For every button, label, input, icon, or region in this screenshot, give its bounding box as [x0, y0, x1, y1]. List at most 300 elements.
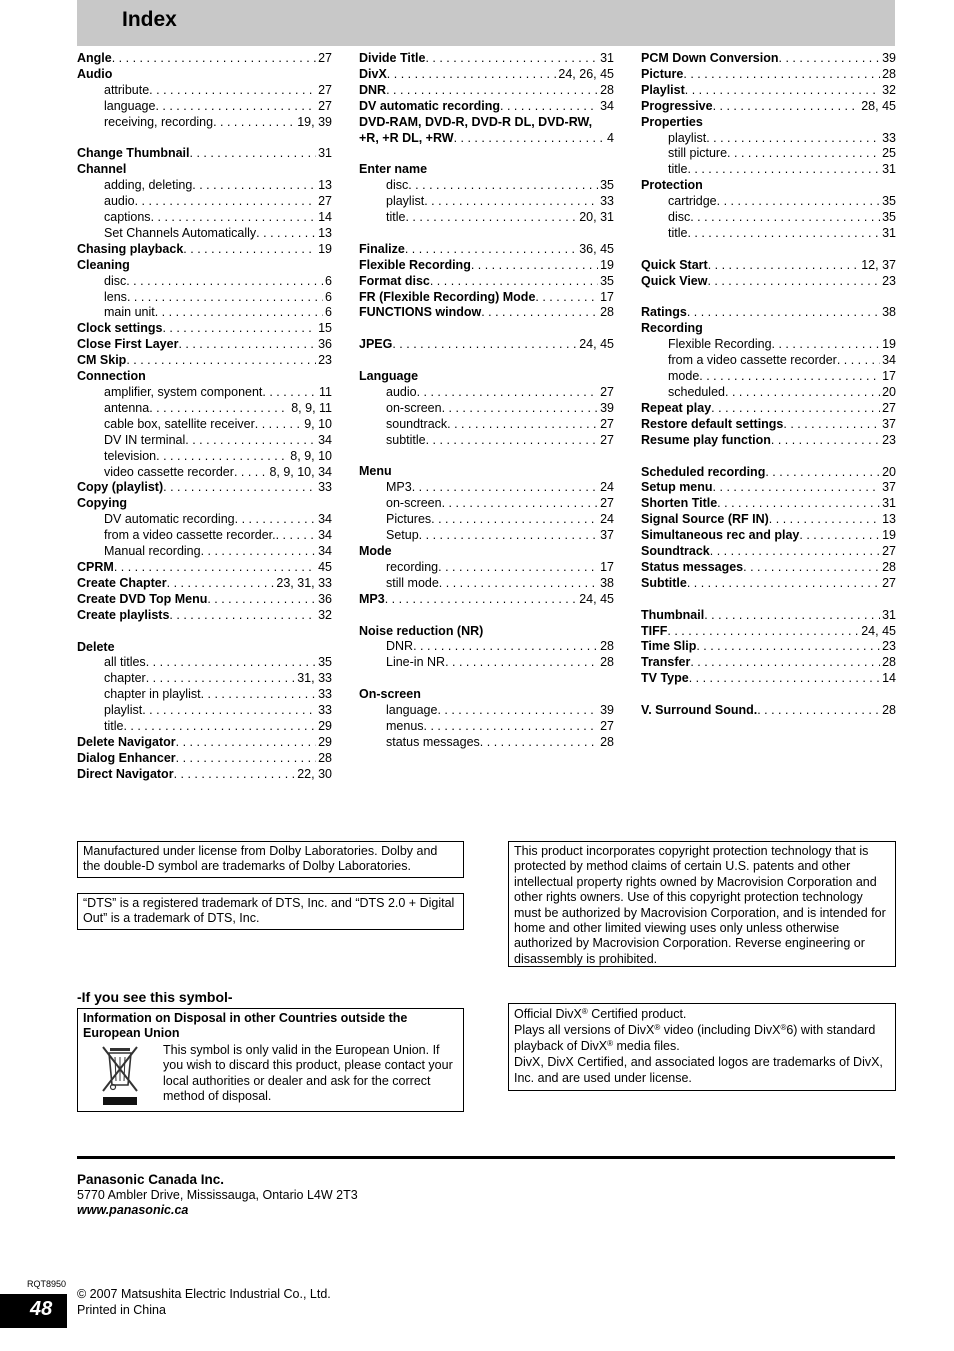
spacer: [359, 146, 614, 162]
dot-leader: [690, 655, 880, 671]
dot-leader: [426, 433, 598, 449]
index-subentry: [641, 337, 896, 353]
index-entry: [641, 433, 896, 449]
entry-pages: 23: [882, 432, 896, 447]
dot-leader: [183, 242, 316, 258]
dot-leader: [431, 512, 598, 528]
entry-pages: 23: [882, 273, 896, 288]
entry-term: V. Surround Sound.: [641, 703, 758, 718]
entry-term: disc: [104, 273, 127, 288]
index-subentry: [359, 496, 614, 512]
entry-term: disc: [386, 178, 409, 193]
macrovision-notice: [508, 841, 896, 967]
entry-term: DivX: [359, 66, 387, 81]
entry-term: video cassette recorder: [104, 464, 234, 479]
company-url[interactable]: www.panasonic.ca: [77, 1203, 189, 1218]
entry-term: Simultaneous rec and play: [641, 528, 800, 543]
entry-term: captions: [104, 210, 151, 225]
dot-leader: [201, 687, 317, 703]
dot-leader: [408, 178, 598, 194]
footer-text: [77, 1287, 331, 1318]
dot-leader: [783, 417, 880, 433]
index-entry: [641, 624, 896, 640]
entry-pages: 14: [882, 671, 896, 686]
entry-term: Copy (playlist): [77, 480, 164, 495]
dot-leader: [276, 528, 316, 544]
entry-term: title: [104, 719, 124, 734]
entry-pages: 17: [882, 369, 896, 384]
index-subentry: [359, 433, 614, 449]
dot-leader: [424, 719, 599, 735]
entry-term: Line-in NR: [386, 655, 446, 670]
spacer: [641, 592, 896, 608]
index-entry: [77, 751, 332, 767]
index-subentry: [77, 719, 332, 735]
entry-term: playlist: [104, 703, 143, 718]
index-heading: Connection: [77, 369, 146, 384]
dot-leader: [481, 305, 598, 321]
printed-in: Printed in China: [77, 1302, 166, 1317]
entry-term: FR (Flexible Recording) Mode: [359, 289, 536, 304]
entry-pages: 35: [882, 194, 896, 209]
entry-term: Quick Start: [641, 257, 708, 272]
index-subentry: [77, 99, 332, 115]
dot-leader: [386, 83, 598, 99]
entry-term: Finalize: [359, 241, 405, 256]
entry-pages: 11: [319, 385, 332, 400]
entry-pages: 38: [600, 575, 614, 590]
index-entry: [359, 67, 614, 83]
dot-leader: [405, 210, 577, 226]
entry-term: audio: [104, 194, 135, 209]
entry-pages: 35: [600, 273, 614, 288]
index-entry: [641, 671, 896, 687]
entry-pages: 20, 31: [579, 210, 614, 225]
dot-leader: [425, 51, 598, 67]
index-entry: [641, 83, 896, 99]
entry-pages: 28: [318, 750, 332, 765]
entry-pages: 19, 39: [297, 114, 332, 129]
entry-term: title: [668, 162, 688, 177]
index-entry: [77, 353, 332, 369]
entry-term: mode: [668, 369, 700, 384]
dot-leader: [687, 305, 880, 321]
index-heading: Noise reduction (NR): [359, 623, 484, 638]
index-entry: [641, 417, 896, 433]
index-entry: [77, 576, 332, 592]
entry-term: Quick View: [641, 273, 708, 288]
entry-term: cartridge: [668, 194, 717, 209]
dot-leader: [123, 719, 316, 735]
dot-leader: [683, 67, 880, 83]
entry-term: Setup: [386, 528, 419, 543]
dot-leader: [162, 321, 316, 337]
dot-leader: [405, 242, 577, 258]
index-subentry: [77, 687, 332, 703]
index-heading: Language: [359, 369, 419, 384]
entry-term: Subtitle: [641, 575, 687, 590]
entry-pages: 31: [600, 51, 614, 65]
entry-term: Create DVD Top Menu: [77, 591, 208, 606]
index-entry: [359, 242, 614, 258]
entry-term: Resume play function: [641, 432, 771, 447]
index-subentry: [359, 178, 614, 194]
index-heading: Copying: [77, 496, 127, 511]
entry-term: TIFF: [641, 623, 668, 638]
dolby-notice-text: Manufactured under license from Dolby Laboratories. Dolby and the double-D symbol are trademarks of Dolby Laboratories.: [83, 844, 438, 874]
index-entry: [359, 592, 614, 608]
dot-leader: [837, 353, 880, 369]
divx-line-3: DivX, DivX Certified, and associated logos are trademarks of DivX, Inc. and are used under license.: [514, 1055, 883, 1085]
entry-pages: 19: [318, 241, 332, 256]
entry-term: television: [104, 448, 157, 463]
index-subentry: [641, 194, 896, 210]
entry-pages: 39: [600, 400, 614, 415]
index-subentry: [77, 433, 332, 449]
index-subentry: [77, 449, 332, 465]
dot-leader: [439, 576, 598, 592]
index-entry: [359, 258, 614, 274]
entry-pages: 28: [882, 66, 896, 81]
dot-leader: [207, 592, 316, 608]
index-heading: Properties: [641, 114, 703, 129]
macrovision-notice-text: This product incorporates copyright protection technology that is protected by method claims of certain U.S. patents and other intellectual property rights owned by Macrovision Corporation and other rights owners. Use of this copyright protection technology must be authorized by Macrovision Corporation, and is intended for home and other limited viewing uses only unless otherwise authorized by Macrovision Corporation. Reverse engineering or disassembly is prohibited.: [514, 844, 886, 966]
index-entry: [641, 608, 896, 624]
dot-leader: [392, 337, 577, 353]
dot-leader: [387, 67, 557, 83]
entry-pages: 13: [318, 225, 332, 240]
dot-leader: [743, 560, 880, 576]
entry-pages: 23, 31, 33: [276, 575, 332, 590]
entry-pages: 31: [882, 607, 896, 622]
entry-term: Transfer: [641, 655, 691, 670]
entry-pages: 27: [882, 400, 896, 415]
dot-leader: [135, 194, 317, 210]
index-subentry: [77, 305, 332, 321]
entry-term: menus: [386, 718, 424, 733]
dot-leader: [687, 576, 880, 592]
entry-term: Picture: [641, 66, 684, 81]
entry-term: language: [386, 703, 438, 718]
dot-leader: [417, 385, 599, 401]
index-subentry: [359, 210, 614, 226]
entry-pages: 28: [882, 703, 896, 718]
index-entry: [77, 608, 332, 624]
entry-pages: 27: [318, 194, 332, 209]
entry-pages: 6: [325, 305, 332, 320]
entry-term: Pictures: [386, 512, 432, 527]
index-entry: [641, 305, 896, 321]
company-address: 5770 Ambler Drive, Mississauga, Ontario L4W 2T3: [77, 1187, 358, 1202]
index-heading: DVD-RAM, DVD-R, DVD-R DL, DVD-RW,: [359, 114, 593, 129]
index-entry: [77, 480, 332, 496]
entry-term: still mode: [386, 575, 439, 590]
copyright: © 2007 Matsushita Electric Industrial Co., Ltd.: [77, 1287, 331, 1301]
index-subentry: [77, 115, 332, 131]
company-info: [77, 1172, 358, 1219]
index-subentry: [77, 226, 332, 242]
entry-term: Clock settings: [77, 321, 163, 336]
spacer: [77, 131, 332, 147]
dot-leader: [156, 449, 288, 465]
index-subentry: [77, 210, 332, 226]
dot-leader: [699, 369, 880, 385]
entry-pages: 27: [600, 416, 614, 431]
dot-leader: [142, 703, 316, 719]
index-subentry: [77, 512, 332, 528]
index-heading: Delete: [77, 639, 115, 654]
entry-term: title: [386, 210, 406, 225]
index-heading: Menu: [359, 464, 392, 479]
index-entry: [359, 290, 614, 306]
dot-leader: [704, 608, 880, 624]
dot-leader: [717, 496, 880, 512]
index-heading: On-screen: [359, 687, 421, 702]
entry-term: Soundtrack: [641, 544, 710, 559]
index-entry: [77, 560, 332, 576]
index-subentry: [359, 735, 614, 751]
index-entry: [359, 51, 614, 67]
spacer: [77, 624, 332, 640]
entry-pages: 19: [882, 528, 896, 543]
dot-leader: [765, 465, 880, 481]
entry-term: Delete Navigator: [77, 734, 176, 749]
entry-pages: 34: [882, 353, 896, 368]
entry-term: Change Thumbnail: [77, 146, 190, 161]
index-subentry: [359, 194, 614, 210]
entry-term: Ratings: [641, 305, 687, 320]
dot-leader: [442, 401, 599, 417]
entry-pages: 28: [600, 734, 614, 749]
dot-leader: [112, 51, 316, 67]
entry-pages: 6: [325, 273, 332, 288]
entry-pages: 31: [318, 146, 332, 161]
dot-leader: [689, 671, 880, 687]
entry-pages: 20: [882, 464, 896, 479]
entry-pages: 28: [882, 655, 896, 670]
dot-leader: [771, 433, 880, 449]
entry-pages: 24, 26, 45: [558, 66, 614, 81]
entry-term: recording: [386, 559, 439, 574]
index-subentry: [77, 83, 332, 99]
entry-term: DV automatic recording: [359, 98, 500, 113]
index-heading: Mode: [359, 544, 392, 559]
dot-leader: [424, 194, 598, 210]
entry-pages: 45: [318, 559, 332, 574]
spacer: [359, 449, 614, 465]
dot-leader: [126, 274, 323, 290]
index-entry: [359, 274, 614, 290]
entry-pages: 39: [600, 703, 614, 718]
dot-leader: [149, 401, 289, 417]
index-subentry: [77, 178, 332, 194]
index-entry: [359, 337, 614, 353]
entry-term: soundtrack: [386, 416, 448, 431]
index-subentry: [77, 290, 332, 306]
dts-notice-text: “DTS” is a registered trademark of DTS, Inc. and “DTS 2.0 + Digital Out” is a trademark of DTS, Inc.: [83, 896, 455, 926]
dot-leader: [696, 639, 880, 655]
entry-pages: 23: [318, 353, 332, 368]
index-subentry: [359, 401, 614, 417]
dot-leader: [707, 274, 880, 290]
entry-term: CPRM: [77, 559, 114, 574]
entry-pages: 15: [318, 321, 332, 336]
entry-pages: 32: [318, 607, 332, 622]
index-subentry: [77, 528, 332, 544]
dot-leader: [155, 305, 323, 321]
index-subentry: [359, 703, 614, 719]
entry-term: adding, deleting: [104, 178, 193, 193]
entry-term: Set Channels Automatically: [104, 225, 257, 240]
entry-term: JPEG: [359, 337, 393, 352]
dot-leader: [213, 115, 295, 131]
index-heading: Audio: [77, 66, 113, 81]
entry-pages: 36, 45: [579, 241, 614, 256]
entry-term: +R, +R DL, +RW: [359, 130, 454, 145]
index-entry: [77, 337, 332, 353]
index-subentry: [77, 194, 332, 210]
index-subentry: [641, 353, 896, 369]
dot-leader: [149, 83, 316, 99]
dot-leader: [235, 512, 316, 528]
entry-pages: 17: [600, 289, 614, 304]
dot-leader: [713, 480, 881, 496]
index-entry: [641, 480, 896, 496]
index-subentry: [77, 655, 332, 671]
entry-term: Flexible Recording: [359, 257, 471, 272]
index-subentry: [359, 385, 614, 401]
index-subentry: [77, 401, 332, 417]
entry-term: Create playlists: [77, 607, 170, 622]
dot-leader: [727, 146, 880, 162]
dot-leader: [262, 385, 317, 401]
spacer: [641, 290, 896, 306]
entry-term: still picture: [668, 146, 728, 161]
entry-term: Setup menu: [641, 480, 713, 495]
entry-term: subtitle: [386, 432, 426, 447]
entry-term: Flexible Recording: [668, 337, 772, 352]
company-name: Panasonic Canada Inc.: [77, 1172, 225, 1187]
index-subentry: [359, 512, 614, 528]
entry-pages: 29: [318, 734, 332, 749]
index-entry: [641, 496, 896, 512]
entry-pages: 31: [882, 496, 896, 511]
index-subentry: [77, 703, 332, 719]
dot-leader: [174, 767, 296, 783]
entry-pages: 34: [600, 98, 614, 113]
entry-term: MP3: [386, 480, 412, 495]
index-entry: [359, 83, 614, 99]
entry-pages: 31: [882, 225, 896, 240]
entry-pages: 13: [318, 178, 332, 193]
dot-leader: [167, 576, 275, 592]
dot-leader: [169, 608, 316, 624]
entry-term: Signal Source (RF IN): [641, 512, 769, 527]
entry-term: scheduled: [668, 385, 725, 399]
index-entry: [641, 274, 896, 290]
dot-leader: [799, 528, 880, 544]
entry-term: Divide Title: [359, 51, 426, 65]
entry-pages: 12, 37: [861, 257, 896, 272]
entry-pages: 6: [325, 289, 332, 304]
entry-pages: 25: [882, 146, 896, 161]
dot-leader: [687, 162, 880, 178]
entry-pages: 27: [318, 82, 332, 97]
dot-leader: [126, 353, 316, 369]
index-subentry: [77, 385, 332, 401]
entry-pages: 31: [882, 162, 896, 177]
entry-pages: 33: [318, 687, 332, 702]
entry-term: DNR: [386, 639, 414, 654]
document-code: RQT8950: [27, 1279, 67, 1289]
dot-leader: [711, 401, 880, 417]
entry-term: FUNCTIONS window: [359, 305, 482, 320]
index-entry: [641, 258, 896, 274]
index-subentry: [77, 671, 332, 687]
entry-term: Format disc: [359, 273, 430, 288]
index-subentry: [641, 162, 896, 178]
entry-pages: 35: [882, 210, 896, 225]
dot-leader: [713, 99, 860, 115]
spacer: [641, 449, 896, 465]
dot-leader: [454, 131, 605, 147]
entry-pages: 37: [882, 480, 896, 495]
index-entry: [641, 544, 896, 560]
index-entry: [77, 735, 332, 751]
index-subentry: [359, 528, 614, 544]
index-entry: [641, 655, 896, 671]
entry-term: Shorten Title: [641, 496, 718, 511]
dot-leader: [151, 210, 317, 226]
entry-pages: 28: [600, 655, 614, 670]
index-heading: Cleaning: [77, 257, 130, 272]
index-entry: [641, 639, 896, 655]
dot-leader: [687, 226, 880, 242]
entry-term: status messages: [386, 734, 480, 749]
dot-leader: [471, 258, 598, 274]
entry-term: Dialog Enhancer: [77, 750, 176, 765]
dot-leader: [442, 496, 599, 512]
dot-leader: [201, 544, 317, 560]
page-title: Index: [122, 8, 177, 31]
index-heading: Recording: [641, 321, 703, 336]
entry-term: DNR: [359, 82, 387, 97]
entry-pages: 17: [600, 559, 614, 574]
entry-pages: 35: [600, 178, 614, 193]
entry-term: amplifier, system component: [104, 385, 263, 400]
entry-term: Status messages: [641, 559, 744, 574]
entry-term: audio: [386, 384, 417, 399]
index-heading: Channel: [77, 162, 127, 177]
entry-pages: 34: [318, 528, 332, 543]
index-entry: [641, 576, 896, 592]
index-entry: [641, 528, 896, 544]
disposal-title: Information on Disposal in other Countries outside the European Union: [83, 1011, 408, 1041]
entry-pages: 24: [600, 512, 614, 527]
entry-term: Angle: [77, 51, 112, 65]
disposal-notice: [77, 1008, 464, 1112]
index-entry: [641, 99, 896, 115]
entry-term: antenna: [104, 400, 150, 415]
divx-line-2: Plays all versions of DivX® video (including DivX®6) with standard playback of DivX® media files.: [514, 1023, 876, 1053]
entry-term: PCM Down Conversion: [641, 51, 779, 65]
index-subentry: [359, 480, 614, 496]
dot-leader: [178, 337, 316, 353]
entry-term: CM Skip: [77, 353, 127, 368]
entry-term: Scheduled recording: [641, 464, 766, 479]
entry-term: disc: [668, 210, 691, 225]
index-heading: Enter name: [359, 162, 428, 177]
